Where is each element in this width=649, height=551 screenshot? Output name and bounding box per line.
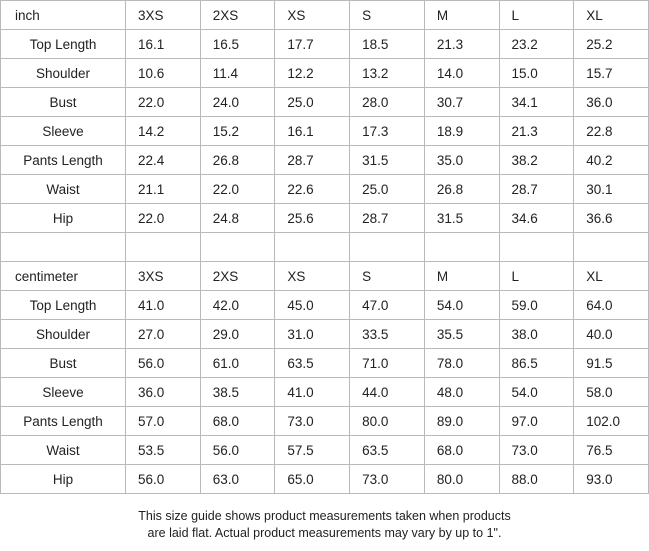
column-header-m: M bbox=[424, 1, 499, 30]
cell-value: 56.0 bbox=[200, 436, 275, 465]
cell-value: 47.0 bbox=[350, 291, 425, 320]
row-label-top-length: Top Length bbox=[1, 291, 126, 320]
table-row bbox=[1, 378, 649, 407]
cell-value: 68.0 bbox=[424, 436, 499, 465]
cell-value: 80.0 bbox=[424, 465, 499, 494]
cell-value: 36.0 bbox=[574, 88, 649, 117]
cell-value: 58.0 bbox=[574, 378, 649, 407]
spacer-cell bbox=[350, 233, 425, 262]
spacer-cell bbox=[126, 233, 201, 262]
cell-value: 73.0 bbox=[350, 465, 425, 494]
cell-value: 89.0 bbox=[424, 407, 499, 436]
table-row bbox=[1, 117, 649, 146]
cell-value: 27.0 bbox=[126, 320, 201, 349]
row-label-hip: Hip bbox=[1, 204, 126, 233]
cell-value: 22.0 bbox=[126, 88, 201, 117]
cell-value: 21.1 bbox=[126, 175, 201, 204]
cell-value: 12.2 bbox=[275, 59, 350, 88]
cell-value: 25.2 bbox=[574, 30, 649, 59]
table-row bbox=[1, 175, 649, 204]
spacer-cell bbox=[200, 233, 275, 262]
cell-value: 63.5 bbox=[350, 436, 425, 465]
cell-value: 88.0 bbox=[499, 465, 574, 494]
size-guide-note bbox=[0, 494, 649, 542]
cell-value: 48.0 bbox=[424, 378, 499, 407]
cell-value: 64.0 bbox=[574, 291, 649, 320]
cell-value: 25.6 bbox=[275, 204, 350, 233]
cell-value: 61.0 bbox=[200, 349, 275, 378]
table-row bbox=[1, 88, 649, 117]
cell-value: 17.3 bbox=[350, 117, 425, 146]
cell-value: 28.7 bbox=[350, 204, 425, 233]
cell-value: 35.5 bbox=[424, 320, 499, 349]
cell-value: 31.5 bbox=[350, 146, 425, 175]
cell-value: 38.0 bbox=[499, 320, 574, 349]
cell-value: 97.0 bbox=[499, 407, 574, 436]
cell-value: 16.1 bbox=[275, 117, 350, 146]
table-row bbox=[1, 407, 649, 436]
cell-value: 65.0 bbox=[275, 465, 350, 494]
cell-value: 22.0 bbox=[200, 175, 275, 204]
cell-value: 57.0 bbox=[126, 407, 201, 436]
unit-label-centimeter: centimeter bbox=[1, 262, 126, 291]
row-label-top-length: Top Length bbox=[1, 30, 126, 59]
row-label-shoulder: Shoulder bbox=[1, 59, 126, 88]
cell-value: 54.0 bbox=[424, 291, 499, 320]
cell-value: 44.0 bbox=[350, 378, 425, 407]
cell-value: 63.0 bbox=[200, 465, 275, 494]
cell-value: 73.0 bbox=[275, 407, 350, 436]
cell-value: 15.7 bbox=[574, 59, 649, 88]
unit-label-inch: inch bbox=[1, 1, 126, 30]
cell-value: 23.2 bbox=[499, 30, 574, 59]
cell-value: 30.1 bbox=[574, 175, 649, 204]
cell-value: 10.6 bbox=[126, 59, 201, 88]
cell-value: 56.0 bbox=[126, 349, 201, 378]
cell-value: 40.0 bbox=[574, 320, 649, 349]
cell-value: 22.4 bbox=[126, 146, 201, 175]
cell-value: 28.7 bbox=[275, 146, 350, 175]
cell-value: 16.1 bbox=[126, 30, 201, 59]
column-header-l: L bbox=[499, 262, 574, 291]
cell-value: 41.0 bbox=[126, 291, 201, 320]
cell-value: 102.0 bbox=[574, 407, 649, 436]
cell-value: 45.0 bbox=[275, 291, 350, 320]
column-header-xl: XL bbox=[574, 1, 649, 30]
row-label-pants-length: Pants Length bbox=[1, 407, 126, 436]
table-header-row-centimeter bbox=[1, 262, 649, 291]
cell-value: 56.0 bbox=[126, 465, 201, 494]
cell-value: 18.5 bbox=[350, 30, 425, 59]
column-header-s: S bbox=[350, 262, 425, 291]
cell-value: 71.0 bbox=[350, 349, 425, 378]
cell-value: 78.0 bbox=[424, 349, 499, 378]
cell-value: 26.8 bbox=[200, 146, 275, 175]
cell-value: 28.0 bbox=[350, 88, 425, 117]
cell-value: 68.0 bbox=[200, 407, 275, 436]
cell-value: 80.0 bbox=[350, 407, 425, 436]
cell-value: 59.0 bbox=[499, 291, 574, 320]
cell-value: 25.0 bbox=[350, 175, 425, 204]
cell-value: 26.8 bbox=[424, 175, 499, 204]
cell-value: 21.3 bbox=[424, 30, 499, 59]
row-label-sleeve: Sleeve bbox=[1, 117, 126, 146]
cell-value: 42.0 bbox=[200, 291, 275, 320]
cell-value: 93.0 bbox=[574, 465, 649, 494]
cell-value: 14.0 bbox=[424, 59, 499, 88]
cell-value: 34.6 bbox=[499, 204, 574, 233]
table-header-row-inch bbox=[1, 1, 649, 30]
cell-value: 30.7 bbox=[424, 88, 499, 117]
cell-value: 33.5 bbox=[350, 320, 425, 349]
cell-value: 76.5 bbox=[574, 436, 649, 465]
cell-value: 31.5 bbox=[424, 204, 499, 233]
cell-value: 24.0 bbox=[200, 88, 275, 117]
column-header-2xs: 2XS bbox=[200, 1, 275, 30]
column-header-xs: XS bbox=[275, 1, 350, 30]
spacer-cell bbox=[424, 233, 499, 262]
column-header-2xs: 2XS bbox=[200, 262, 275, 291]
column-header-s: S bbox=[350, 1, 425, 30]
cell-value: 16.5 bbox=[200, 30, 275, 59]
cell-value: 73.0 bbox=[499, 436, 574, 465]
spacer-cell bbox=[1, 233, 126, 262]
row-label-pants-length: Pants Length bbox=[1, 146, 126, 175]
cell-value: 29.0 bbox=[200, 320, 275, 349]
row-label-waist: Waist bbox=[1, 436, 126, 465]
cell-value: 41.0 bbox=[275, 378, 350, 407]
cell-value: 17.7 bbox=[275, 30, 350, 59]
spacer-cell bbox=[499, 233, 574, 262]
table-row bbox=[1, 349, 649, 378]
row-label-bust: Bust bbox=[1, 88, 126, 117]
cell-value: 36.6 bbox=[574, 204, 649, 233]
table-row bbox=[1, 30, 649, 59]
cell-value: 18.9 bbox=[424, 117, 499, 146]
cell-value: 38.2 bbox=[499, 146, 574, 175]
cell-value: 54.0 bbox=[499, 378, 574, 407]
cell-value: 15.0 bbox=[499, 59, 574, 88]
column-header-3xs: 3XS bbox=[126, 262, 201, 291]
column-header-3xs: 3XS bbox=[126, 1, 201, 30]
cell-value: 22.8 bbox=[574, 117, 649, 146]
row-label-bust: Bust bbox=[1, 349, 126, 378]
cell-value: 31.0 bbox=[275, 320, 350, 349]
cell-value: 11.4 bbox=[200, 59, 275, 88]
cell-value: 38.5 bbox=[200, 378, 275, 407]
cell-value: 63.5 bbox=[275, 349, 350, 378]
row-label-sleeve: Sleeve bbox=[1, 378, 126, 407]
spacer-cell bbox=[275, 233, 350, 262]
cell-value: 35.0 bbox=[424, 146, 499, 175]
table-spacer-row bbox=[1, 233, 649, 262]
row-label-hip: Hip bbox=[1, 465, 126, 494]
note-line-2: are laid flat. Actual product measurements may vary by up to 1". bbox=[147, 526, 502, 540]
row-label-shoulder: Shoulder bbox=[1, 320, 126, 349]
column-header-m: M bbox=[424, 262, 499, 291]
cell-value: 25.0 bbox=[275, 88, 350, 117]
table-row bbox=[1, 204, 649, 233]
table-row bbox=[1, 291, 649, 320]
cell-value: 40.2 bbox=[574, 146, 649, 175]
cell-value: 21.3 bbox=[499, 117, 574, 146]
table-row bbox=[1, 436, 649, 465]
spacer-cell bbox=[574, 233, 649, 262]
cell-value: 53.5 bbox=[126, 436, 201, 465]
cell-value: 28.7 bbox=[499, 175, 574, 204]
column-header-xs: XS bbox=[275, 262, 350, 291]
cell-value: 34.1 bbox=[499, 88, 574, 117]
cell-value: 15.2 bbox=[200, 117, 275, 146]
cell-value: 22.6 bbox=[275, 175, 350, 204]
cell-value: 91.5 bbox=[574, 349, 649, 378]
column-header-l: L bbox=[499, 1, 574, 30]
cell-value: 36.0 bbox=[126, 378, 201, 407]
cell-value: 24.8 bbox=[200, 204, 275, 233]
table-row bbox=[1, 320, 649, 349]
table-row bbox=[1, 146, 649, 175]
table-row bbox=[1, 59, 649, 88]
cell-value: 14.2 bbox=[126, 117, 201, 146]
cell-value: 57.5 bbox=[275, 436, 350, 465]
column-header-xl: XL bbox=[574, 262, 649, 291]
note-line-1: This size guide shows product measurements taken when products bbox=[138, 509, 511, 523]
row-label-waist: Waist bbox=[1, 175, 126, 204]
cell-value: 22.0 bbox=[126, 204, 201, 233]
table-row bbox=[1, 465, 649, 494]
cell-value: 86.5 bbox=[499, 349, 574, 378]
cell-value: 13.2 bbox=[350, 59, 425, 88]
